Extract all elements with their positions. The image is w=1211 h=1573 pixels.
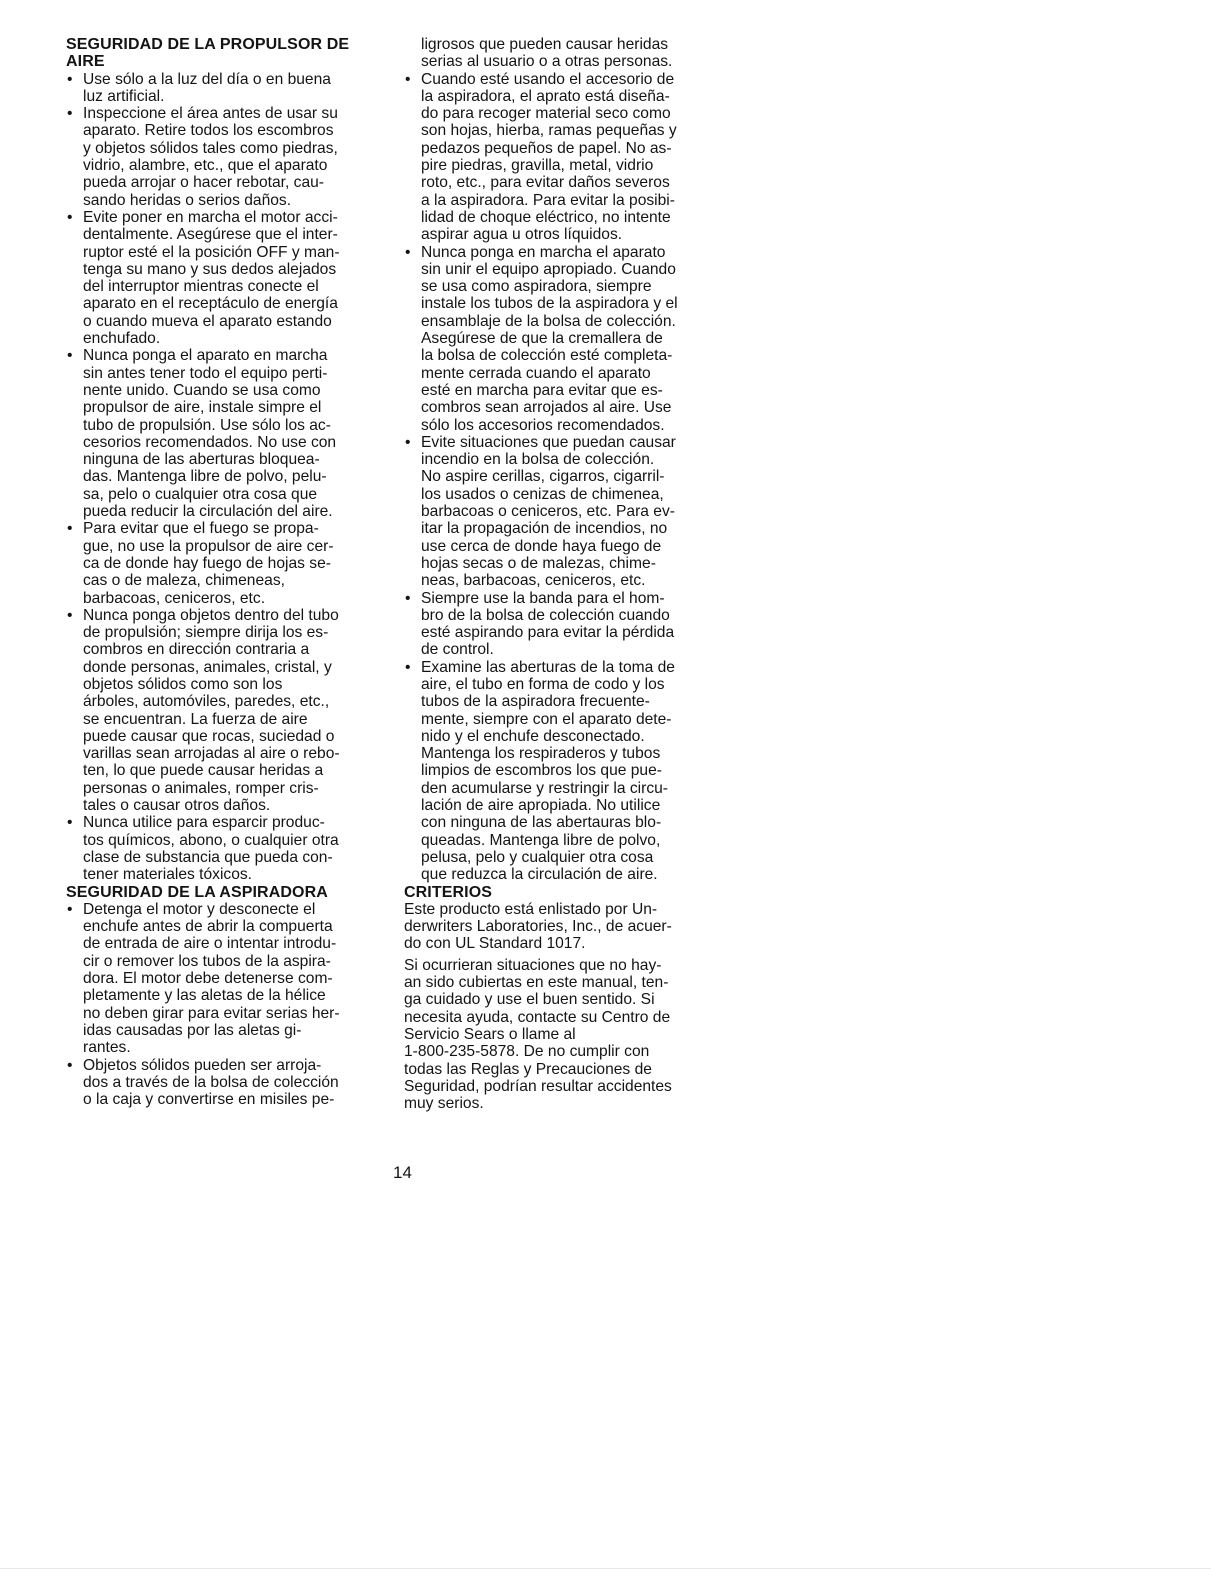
text-line: tales o causar otros daños.: [83, 797, 271, 815]
text-line: aspirar agua u otros líquidos.: [421, 226, 623, 244]
text-line: todas las Reglas y Precauciones de: [404, 1060, 652, 1078]
text-line: a la aspiradora. Para evitar la posibi-: [421, 191, 675, 209]
text-line: los usados o cenizas de chimenea,: [421, 485, 664, 503]
text-line: lidad de choque eléctrico, no intente: [421, 208, 671, 226]
text-line: tubos de la aspiradora frecuente-: [421, 693, 650, 711]
text-line: ga cuidado y use el buen sentido. Si: [404, 991, 655, 1009]
text-line: tubo de propulsión. Use sólo los ac-: [83, 416, 331, 434]
heading-line: AIRE: [66, 53, 105, 71]
vacuum-safety-list-right: [404, 71, 726, 884]
heading-line: CRITERIOS: [404, 883, 493, 901]
text-line: ruptor esté el la posición OFF y man-: [83, 243, 340, 261]
text-line: o cuando mueva el aparato estando: [83, 312, 332, 330]
text-line: Asegúrese de que la cremallera de: [421, 330, 663, 348]
text-line: son hojas, hierba, ramas pequeñas y: [421, 122, 677, 140]
text-line: barbacoas, ceniceros, etc.: [83, 589, 266, 607]
text-line: propulsor de aire, instale simpre el: [83, 399, 322, 417]
text-line: sando heridas o serios daños.: [83, 191, 292, 209]
text-line: Servicio Sears o llame al: [404, 1025, 576, 1043]
text-line: ca de donde hay fuego de hojas se-: [83, 554, 331, 572]
text-line: sin unir el equipo apropiado. Cuando: [421, 260, 676, 278]
continuation-text: [404, 36, 726, 71]
text-line: pelusa, pelo y cualquier otra cosa: [421, 848, 654, 866]
text-line: enchufe antes de abrir la compuerta: [83, 918, 333, 936]
text-line: • Siempre use la banda para el hom-: [421, 589, 665, 607]
text-line: • Inspeccione el área antes de usar su: [83, 105, 338, 123]
text-line: del interruptor mientras conecte el: [83, 278, 319, 296]
bullet-item: [404, 71, 726, 244]
text-line: dentalmente. Asegúrese que el inter-: [83, 226, 338, 244]
text-line: pletamente y las aletas de la hélice: [83, 987, 326, 1005]
text-line: se encuentran. La fuerza de aire: [83, 710, 308, 728]
text-line: de entrada de aire o intentar introdu-: [83, 935, 337, 953]
text-line: tos químicos, abono, o cualquier otra: [83, 831, 339, 849]
text-line: mente cerrada cuando el aparato: [421, 364, 651, 382]
text-line: serias al usuario o a otras personas.: [421, 53, 673, 71]
text-line: tener materiales tóxicos.: [83, 866, 253, 884]
text-line: • Evite situaciones que puedan causar: [421, 433, 676, 451]
criteria-section: [404, 901, 726, 1113]
heading-line: SEGURIDAD DE LA ASPIRADORA: [66, 883, 328, 901]
text-line: combros en dirección contraria a: [83, 641, 310, 659]
text-line: enchufado.: [83, 330, 161, 348]
air-blower-safety-list: [66, 71, 388, 884]
text-line: luz artificial.: [83, 87, 165, 105]
text-line: itar la propagación de incendios, no: [421, 520, 668, 538]
text-line: aparato en el receptáculo de energía: [83, 295, 338, 313]
text-line: cas o de maleza, chimeneas,: [83, 572, 285, 590]
bullet-item: [404, 244, 726, 434]
heading-line: SEGURIDAD DE LA PROPULSOR DE: [66, 36, 350, 53]
text-line: idas causadas por las aletas gi-: [83, 1021, 302, 1039]
bullet-item: [66, 347, 388, 520]
text-line: muy serios.: [404, 1095, 484, 1113]
text-line: Seguridad, podrían resultar accidentes: [404, 1077, 672, 1095]
text-line: das. Mantenga libre de polvo, pelu-: [83, 468, 327, 486]
text-line: • Nunca utilice para esparcir produc-: [83, 814, 325, 832]
text-line: • Nunca ponga el aparato en marcha: [83, 347, 328, 365]
bullet-item: [404, 434, 726, 590]
text-line: • Evite poner en marcha el motor acci-: [83, 208, 338, 226]
text-line: que reduzca la circulación de aire.: [421, 866, 658, 884]
text-line: den acumularse y restringir la circu-: [421, 779, 668, 797]
text-line: queadas. Mantenga libre de polvo,: [421, 831, 661, 849]
text-line: Mantenga los respiraderos y tubos: [421, 745, 661, 763]
text-line: aparato. Retire todos los escombros: [83, 122, 334, 140]
text-line: barbacoas o ceniceros, etc. Para ev-: [421, 503, 675, 521]
text-line: puede causar que rocas, suciedad o: [83, 727, 335, 745]
text-line: • Objetos sólidos pueden ser arroja-: [83, 1056, 322, 1074]
text-line: ninguna de las aberturas bloquea-: [83, 451, 320, 469]
text-line: donde personas, animales, cristal, y: [83, 658, 332, 676]
text-line: an sido cubiertas en este manual, ten-: [404, 974, 669, 992]
text-line: hojas secas o de malezas, chime-: [421, 554, 656, 572]
text-line: rantes.: [83, 1039, 131, 1057]
text-line: • Use sólo a la luz del día o en buena: [83, 70, 331, 88]
text-line: varillas sean arrojadas al aire o rebo-: [83, 745, 340, 763]
text-line: se usa como aspiradora, siempre: [421, 278, 652, 296]
text-line: use cerca de donde haya fuego de: [421, 537, 662, 555]
text-line: aire, el tubo en forma de codo y los: [421, 675, 665, 693]
text-line: ensamblaje de la bolsa de colección.: [421, 312, 676, 330]
text-line: dos a través de la bolsa de colección: [83, 1073, 339, 1091]
text-line: con ninguna de las abertauras blo-: [421, 814, 662, 832]
text-line: No aspire cerillas, cigarros, cigarril-: [421, 468, 665, 486]
text-line: mente, siempre con el aparato dete-: [421, 710, 672, 728]
bullet-item: [66, 607, 388, 815]
text-line: clase de substancia que pueda con-: [83, 848, 333, 866]
text-line: do para recoger material seco como: [421, 105, 671, 123]
text-line: árboles, automóviles, paredes, etc.,: [83, 693, 330, 711]
text-line: • Nunca ponga en marcha el aparato: [421, 243, 666, 261]
text-line: • Examine las aberturas de la toma de: [421, 658, 675, 676]
text-line: • Nunca ponga objetos dentro del tubo: [83, 606, 339, 624]
text-line: bro de la bolsa de colección cuando: [421, 606, 670, 624]
text-line: esté en marcha para evitar que es-: [421, 381, 663, 399]
bullet-item: [66, 520, 388, 606]
text-line: tenga su mano y sus dedos alejados: [83, 260, 337, 278]
text-line: personas o animales, romper cris-: [83, 779, 319, 797]
text-line: dora. El motor debe detenerse com-: [83, 970, 333, 988]
text-line: no deben girar para evitar serias her-: [83, 1004, 340, 1022]
right-column: [404, 36, 726, 1112]
text-line: pueda arrojar o hacer rebotar, cau-: [83, 174, 324, 192]
text-line: sin antes tener todo el equipo perti-: [83, 364, 328, 382]
text-line: combros sean arrojados al aire. Use: [421, 399, 672, 417]
heading-air-blower-safety: [66, 36, 388, 71]
text-line: lación de aire apropiada. No utilice: [421, 797, 661, 815]
bullet-item: [404, 590, 726, 659]
text-line: esté aspirando para evitar la pérdida: [421, 624, 675, 642]
text-line: la bolsa de colección esté completa-: [421, 347, 673, 365]
criteria-paragraph: [404, 901, 726, 953]
bullet-item: [66, 814, 388, 883]
text-line: roto, etc., para evitar daños severos: [421, 174, 670, 192]
bullet-item: [66, 1057, 388, 1109]
page-number: 14: [393, 1163, 412, 1182]
scan-edge-line: [0, 1568, 1211, 1569]
bullet-item: [66, 901, 388, 1057]
text-line: objetos sólidos como son los: [83, 675, 283, 693]
text-line: Este producto está enlistado por Un-: [404, 900, 658, 918]
text-line: pire piedras, gravilla, metal, vidrio: [421, 157, 654, 175]
text-line: limpios de escombros los que pue-: [421, 762, 662, 780]
text-line: vidrio, alambre, etc., que el aparato: [83, 157, 328, 175]
text-line: 1-800-235-5878. De no cumplir con: [404, 1043, 650, 1061]
text-line: sólo los accesorios recomendados.: [421, 416, 665, 434]
text-line: pedazos pequeños de papel. No as-: [421, 139, 672, 157]
bullet-item: [66, 209, 388, 347]
heading-vacuum-safety: [66, 884, 388, 901]
text-line: instale los tubos de la aspiradora y el: [421, 295, 678, 313]
criteria-paragraph: [404, 957, 726, 1113]
text-line: neas, barbacoas, ceniceros, etc.: [421, 572, 646, 590]
text-line: necesita ayuda, contacte su Centro de: [404, 1008, 671, 1026]
bullet-item: [66, 105, 388, 209]
vacuum-safety-list-left: [66, 901, 388, 1109]
text-line: nente unido. Cuando se usa como: [83, 381, 321, 399]
heading-criteria: [404, 884, 726, 901]
text-line: nido y el enchufe desconectado.: [421, 727, 645, 745]
bullet-item: [66, 71, 388, 106]
text-line: do con UL Standard 1017.: [404, 935, 586, 953]
text-line: derwriters Laboratories, Inc., de acuer-: [404, 918, 672, 936]
text-line: gue, no use la propulsor de aire cer-: [83, 537, 334, 555]
text-line: pueda reducir la circulación del aire.: [83, 503, 333, 521]
text-line: sa, pelo o cualquier otra cosa que: [83, 485, 318, 503]
text-line: Si ocurrieran situaciones que no hay-: [404, 956, 662, 974]
text-line: cesorios recomendados. No use con: [83, 433, 337, 451]
text-line: ligrosos que pueden causar heridas: [421, 36, 669, 53]
text-line: y objetos sólidos tales como piedras,: [83, 139, 338, 157]
text-line: la aspiradora, el aprato está diseña-: [421, 87, 670, 105]
text-line: • Detenga el motor y desconecte el: [83, 900, 316, 918]
text-line: o la caja y convertirse en misiles pe-: [83, 1091, 335, 1109]
left-column: [66, 36, 388, 1108]
text-line: de control.: [421, 641, 494, 659]
text-line: • Cuando esté usando el accesorio de: [421, 70, 675, 88]
text-line: incendio en la bolsa de colección.: [421, 451, 655, 469]
text-line: • Para evitar que el fuego se propa-: [83, 520, 319, 538]
bullet-item: [404, 659, 726, 884]
text-line: de propulsión; siempre dirija los es-: [83, 624, 329, 642]
text-line: cir o remover los tubos de la aspira-: [83, 952, 331, 970]
text-line: ten, lo que puede causar heridas a: [83, 762, 324, 780]
